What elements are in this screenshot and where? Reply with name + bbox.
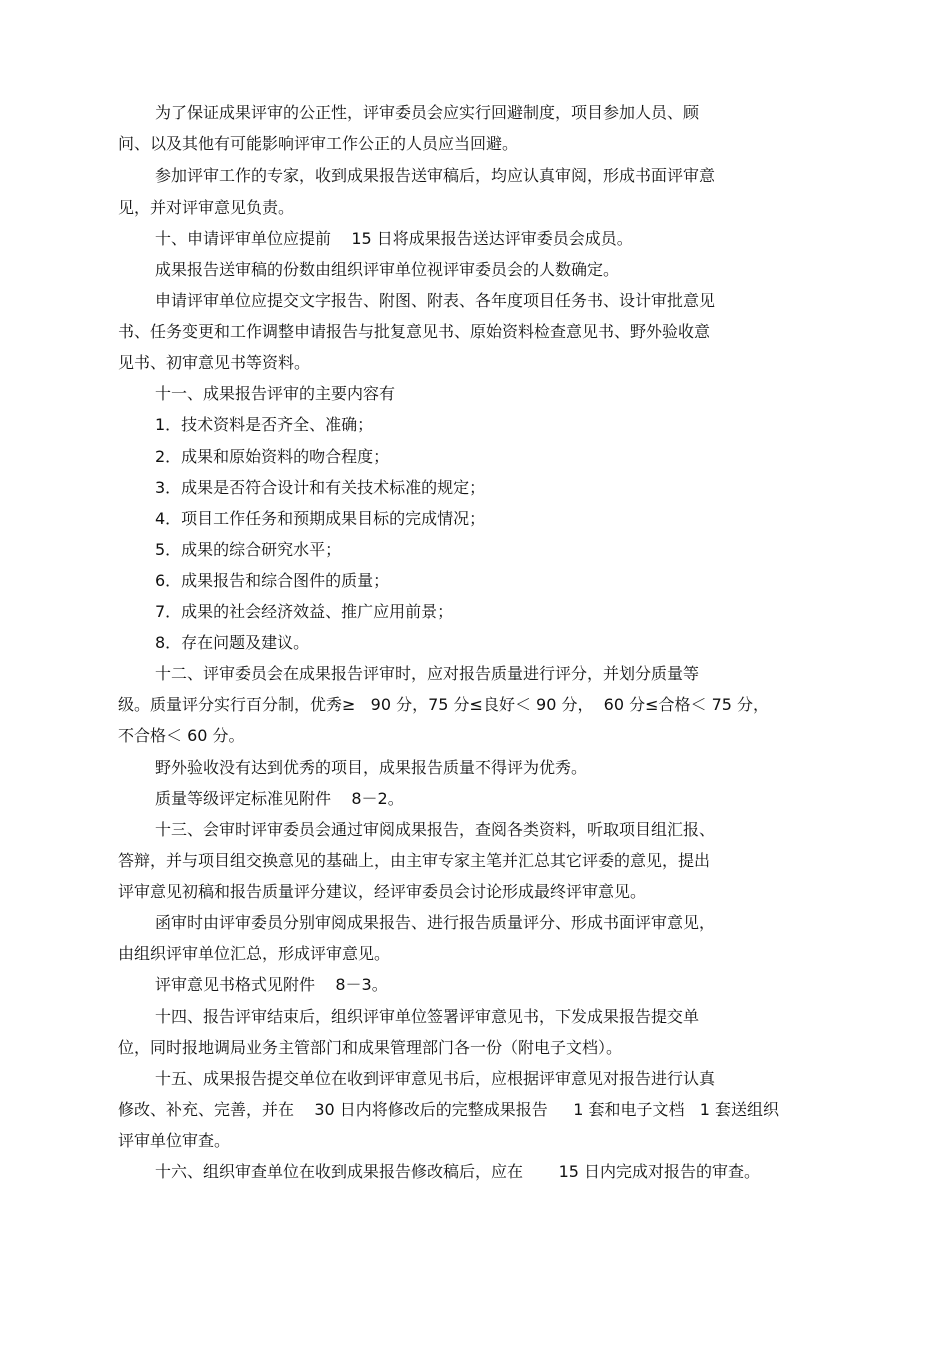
paragraph-line: 由组织评审单位汇总，形成评审意见。 [118,944,391,963]
list-item: 7．成果的社会经济效益、推广应用前景； [155,602,454,621]
paragraph-line: 答辩，并与项目组交换意见的基础上，由主审专家主笔并汇总其它评委的意见，提出 [118,851,711,870]
paragraph-line: 为了保证成果评审的公正性，评审委员会应实行回避制度，项目参加人员、顾 [155,103,700,122]
paragraph-line: 十三、会审时评审委员会通过审阅成果报告，查阅各类资料，听取项目组汇报、 [155,820,716,839]
paragraph-line: 十四、报告评审结束后，组织评审单位签署评审意见书，下发成果报告提交单 [155,1007,700,1026]
paragraph-line: 修改、补充、完善，并在 30 日内将修改后的完整成果报告 1 套和电子文档 1 套送组织 [118,1100,780,1119]
list-item: 1．技术资料是否齐全、准确； [155,415,374,434]
paragraph-line: 野外验收没有达到优秀的项目，成果报告质量不得评为优秀。 [155,758,588,777]
paragraph-line: 位，同时报地调局业务主管部门和成果管理部门各一份（附电子文档）。 [118,1038,623,1057]
paragraph-line: 函审时由评审委员分别审阅成果报告、进行报告质量评分、形成书面评审意见， [155,913,716,932]
paragraph-line: 评审意见初稿和报告质量评分建议，经评审委员会讨论形成最终评审意见。 [118,882,647,901]
section-heading: 十一、成果报告评审的主要内容有 [155,384,396,403]
paragraph-line: 十五、成果报告提交单位在收到评审意见书后，应根据评审意见对报告进行认真 [155,1069,716,1088]
paragraph-line: 十、申请评审单位应提前 15 日将成果报告送达评审委员会成员。 [155,229,633,248]
paragraph-line: 见，并对评审意见负责。 [118,198,295,217]
paragraph-line: 十二、评审委员会在成果报告评审时，应对报告质量进行评分，并划分质量等 [155,664,700,683]
list-item: 5．成果的综合研究水平； [155,540,342,559]
paragraph-line: 成果报告送审稿的份数由组织评审单位视评审委员会的人数确定。 [155,260,620,279]
paragraph-line: 申请评审单位应提交文字报告、附图、附表、各年度项目任务书、设计审批意见 [155,291,716,310]
paragraph-line: 十六、组织审查单位在收到成果报告修改稿后，应在 15 日内完成对报告的审查。 [155,1162,761,1181]
paragraph-line: 参加评审工作的专家，收到成果报告送审稿后，均应认真审阅，形成书面评审意 [155,166,716,185]
list-item: 6．成果报告和综合图件的质量； [155,571,390,590]
paragraph-line: 评审单位审查。 [118,1131,231,1150]
paragraph-line: 质量等级评定标准见附件 8－2。 [155,789,404,808]
list-item: 4．项目工作任务和预期成果目标的完成情况； [155,509,486,528]
paragraph-line: 级。质量评分实行百分制，优秀≥ 90 分，75 分≤良好＜ 90 分， 60 分≤合格＜ 75 分， [118,695,770,714]
list-item: 2．成果和原始资料的吻合程度； [155,447,390,466]
paragraph-line: 问、以及其他有可能影响评审工作公正的人员应当回避。 [118,134,519,153]
list-item: 8．存在问题及建议。 [155,633,310,652]
paragraph-line: 不合格＜ 60 分。 [118,726,245,745]
paragraph-line: 见书、初审意见书等资料。 [118,353,311,372]
list-item: 3．成果是否符合设计和有关技术标准的规定； [155,478,486,497]
paragraph-line: 书、任务变更和工作调整申请报告与批复意见书、原始资料检查意见书、野外验收意 [118,322,711,341]
paragraph-line: 评审意见书格式见附件 8－3。 [155,975,388,994]
